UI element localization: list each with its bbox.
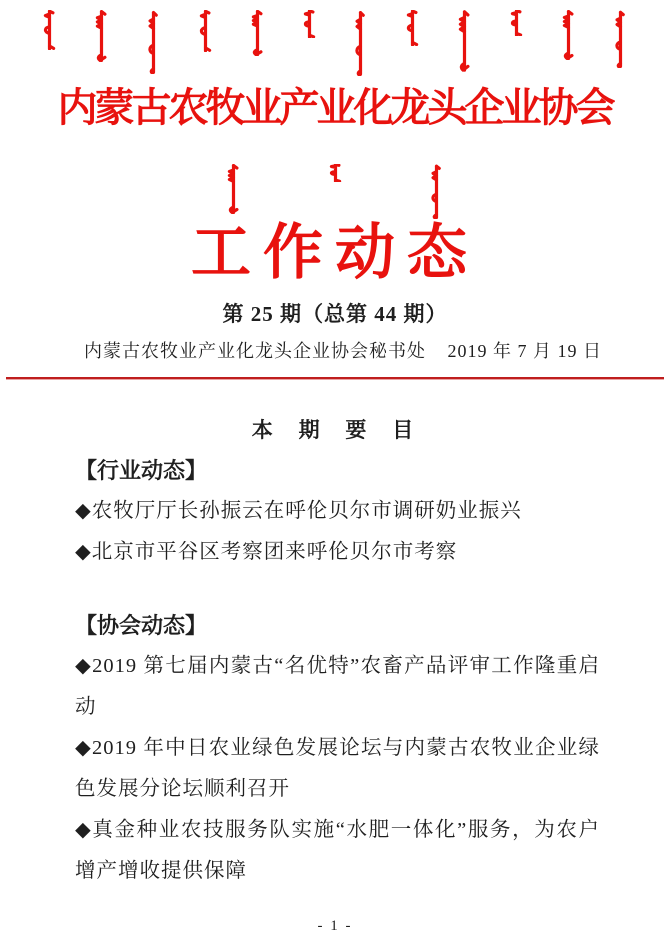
mongolian-glyph: [561, 10, 576, 60]
byline-row: [0, 338, 670, 364]
toc-item: ◆2019 年中日农业绿色发展论坛与内蒙古农牧业企业绿色发展分论坛顺利召开: [75, 737, 600, 800]
mongolian-glyph: [353, 10, 368, 76]
mongolian-glyph: [429, 164, 444, 219]
mongolian-glyph: [457, 10, 472, 72]
mongolian-glyph: [198, 10, 213, 52]
toc-heading: 本 期 要 目: [251, 419, 424, 442]
mongolian-glyph: [509, 10, 524, 36]
mongolian-glyph: [226, 164, 241, 214]
mongolian-script-row-mid: [226, 164, 444, 220]
section-title-association: 【协会动态】: [75, 613, 208, 638]
page-number: - 1 -: [317, 918, 353, 934]
issue-number-line: 第 25 期（总第 44 期）: [222, 302, 448, 326]
mongolian-glyph: [328, 164, 343, 182]
association-name-title: 内蒙古农牧业产业化龙头企业协会: [57, 85, 613, 130]
toc-item: ◆北京市平谷区考察团来呼伦贝尔市考察: [75, 541, 458, 563]
publication-date: 2019 年 7 月 19 日: [447, 341, 602, 361]
mongolian-script-row-top: [42, 10, 628, 78]
toc-item: ◆2019 第七届内蒙古“名优特”农畜产品评审工作隆重启动: [75, 655, 600, 718]
mongolian-glyph: [250, 10, 265, 56]
section-association-news: [75, 605, 600, 892]
toc-item: ◆真金种业农技服务队实施“水肥一体化”服务，为农户增产增收提供保障: [75, 819, 600, 882]
mongolian-glyph: [302, 10, 317, 38]
section-industry-news: [75, 450, 600, 573]
table-of-contents: [0, 380, 670, 892]
mongolian-glyph: [42, 10, 57, 50]
publisher-name: 内蒙古农牧业产业化龙头企业协会秘书处: [84, 341, 426, 361]
mongolian-glyph: [146, 10, 161, 74]
masthead: [0, 0, 670, 380]
toc-item: ◆农牧厅厅长孙振云在呼伦贝尔市调研奶业振兴: [75, 500, 522, 522]
mongolian-glyph: [405, 10, 420, 46]
section-title-industry: 【行业动态】: [75, 458, 208, 483]
page-footer: [0, 916, 670, 952]
mongolian-glyph: [613, 10, 628, 68]
journal-title: 工作动态: [191, 220, 479, 286]
mongolian-glyph: [94, 10, 109, 62]
